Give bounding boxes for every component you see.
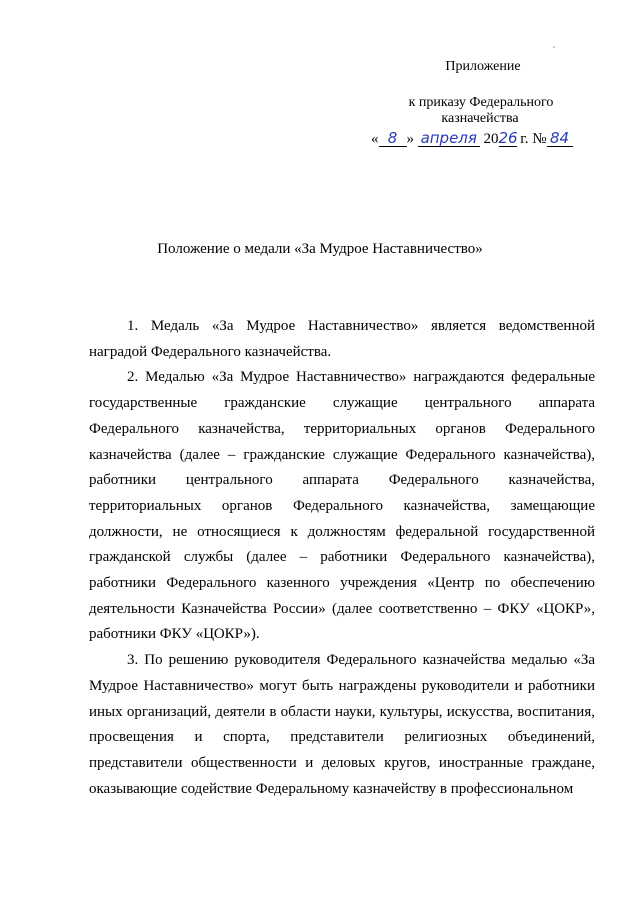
handwritten-day: 8 — [379, 128, 407, 148]
document-title: Положение о медали «За Мудрое Наставничество» — [157, 241, 483, 257]
paragraph-2: 2. Медалью «За Мудрое Наставничество» награждаются федеральные государственные гражданские служащие центрального аппарата Федерального казначейства, территориальных органов Федерального казначейства (далее – гражданские служащие Федерального казначейства), работники центрального аппарата Федерального казначейства, территориальных органов Федерального казначейства, замещающие должности, не относящиеся к должностям федеральной государственной гражданской службы (далее – работники Федерального казначейства), работники Федерального казенного учреждения «Центр по обеспечению деятельности Казначейства России» (далее соответственно – ФКУ «ЦОКР», работники ФКУ «ЦОКР»). — [89, 369, 595, 643]
date-open-quote: « — [371, 131, 379, 147]
appendix-org-line: казначейства — [441, 111, 519, 126]
paragraph-3: 3. По решению руководителя Федерального казначейства медалью «За Мудрое Наставничество» могут быть награждены руководители и работники иных организаций, деятели в области науки, культуры, искусства, воспитания, просвещения и спорта, представители религиозных объединений, представители общественности и деловых кругов, иностранные граждане, оказывающие содействие Федеральному казначейству в профессиональном — [89, 652, 595, 797]
document-body — [89, 314, 595, 802]
year-prefix: 20 — [483, 131, 499, 147]
handwritten-month: апреля — [418, 128, 480, 148]
year-number-label: г. № — [520, 131, 547, 147]
appendix-title: Приложение — [445, 59, 521, 74]
scan-dot — [553, 46, 555, 48]
order-date-line — [371, 128, 601, 154]
handwritten-year: 26 — [498, 129, 518, 147]
date-close-quote: » — [406, 131, 414, 147]
paragraph-1: 1. Медаль «За Мудрое Наставничество» является ведомственной наградой Федерального казначейства. — [89, 318, 595, 360]
appendix-order-line: к приказу Федерального — [408, 95, 554, 110]
handwritten-order-number: 84 — [547, 128, 573, 148]
